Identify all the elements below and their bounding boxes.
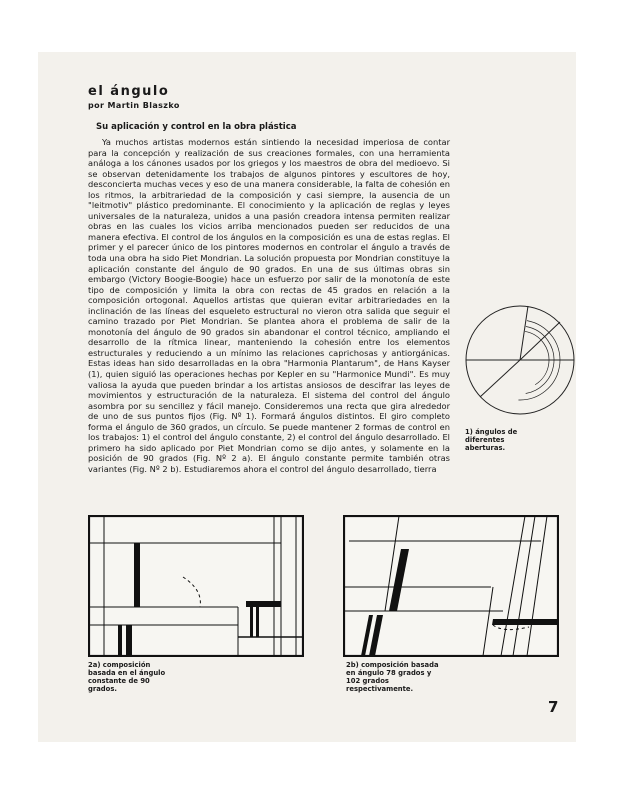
article-author: por Martin Blaszko: [88, 101, 180, 110]
page-number: 7: [548, 698, 559, 716]
figure-2b-caption: 2b) composición basada en ángulo 78 grados y 102 grados respectivamente.: [346, 661, 439, 693]
article-title: el ángulo: [88, 84, 170, 99]
article-subtitle: Su aplicación y control en la obra plástica: [96, 122, 297, 132]
figure-2a-caption: 2a) composición basada en el ángulo constante de 90 grados.: [88, 661, 166, 693]
article-body: Ya muchos artistas modernos están sintiendo la necesidad imperiosa de contar para la concepción y realización de sus creaciones formales, con una herramienta análoga a los cánones usados por los griegos y los maestros de obra del medioevo. Si se observan detenidamente los trabajos de algunos pintores y escultores de hoy, desconcierta muchas veces y eso de una manera considerable, la falta de cohesión en los ritmos, la arbitrariedad de la composición y casi siempre, la ausencia de un "leitmotiv" plástico predominante. El conocimiento y la aplicación de reglas y leyes universales de la naturaleza, unidos a una pasión creadora intensa permiten realizar obras en las cuales los vicios arriba mencionados pueden ser reducidos de una manera efectiva. El control de los ángulos en la composición es una de estas reglas. El primer y el parecer único de los pintores modernos en controlar el ángulo a través de toda una obra ha sido Piet Mondrian. La solución propuesta por Mondrian constituye la aplicación constante del ángulo de 90 grados. En una de sus últimas obras sin embargo (Victory Boogie-Boogie) hace un esfuerzo por salir de la monotonía de este tipo de composición y limita la obra con rectas de 45 grados en relación a la composición ortogonal. Aquellos artistas que quieran evitar arbitrariedades en la inclinación de las líneas del esqueleto estructural no vieron otra salida que seguir el camino trazado por Piet Mondrian. Se plantea ahora el problema de salir de la monotonía del ángulo de 90 grados sin abandonar el control técnico, ampliando el desarrollo de la rítmica linear, manteniendo la cohesión entre los elementos estructurales y reduciendo a un mínimo las relaciones caprichosas y antiorgánicas. Estas ideas han sido desarrolladas en la obra "Harmonia Plantarum", de Hans Kayser (1), quien siguió las operaciones hechas por Kepler en su "Harmonice Mundi". Es muy valiosa la ayuda que pueden brindar a los artistas ansiosos de descifrar las leyes de movimientos y estructuración de la naturaleza. El sistema del control del ángulo asombra por su sencillez y fácil manejo. Consideremos una recta que gira alrededor de uno de sus puntos fijos (Fig. Nº 1). Formará ángulos distintos. El giro completo forma el ángulo de 360 grados, un círculo. Se puede mantener 2 formas de control en los trabajos: 1) el control del ángulo constante, 2) el control del ángulo desarrollado. El primero ha sido aplicado por Piet Mondrian como se dijo antes, y solamente en la posición de 90 grados (Fig. Nº 2 a). El ángulo constante permite también otras variantes (Fig. Nº 2 b). Estudiaremos ahora el control del ángulo desarrollado, tierra: [88, 137, 450, 474]
figure-2a-composition: [88, 515, 304, 657]
figure-2b-composition: [343, 515, 559, 657]
figure-1-caption: 1) ángulos de diferentes aberturas.: [465, 428, 518, 452]
figure-1-angles-circle: [460, 300, 580, 420]
